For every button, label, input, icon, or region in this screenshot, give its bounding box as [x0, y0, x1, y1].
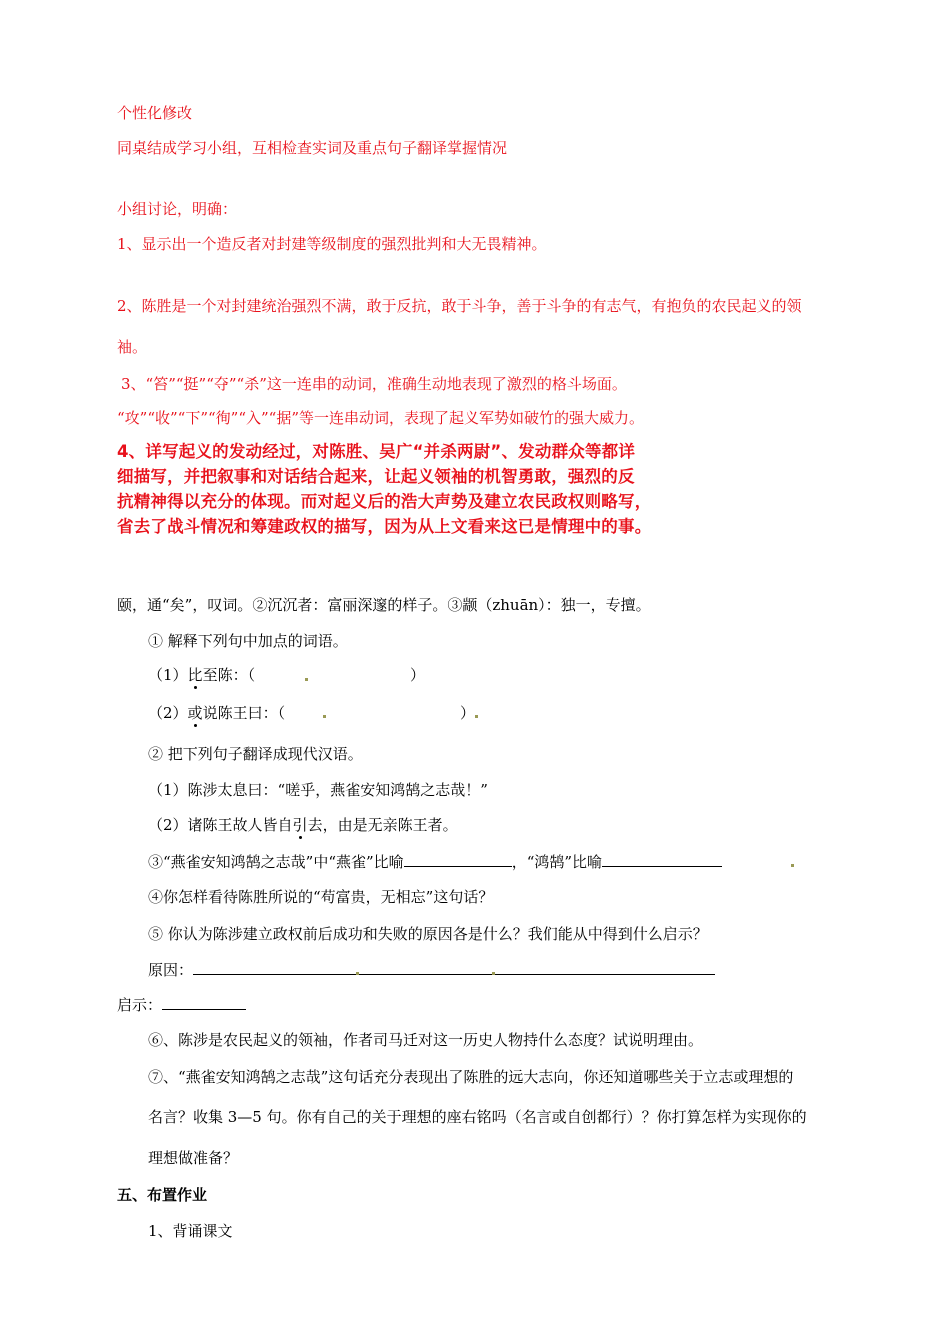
question-3-text-a: ③“燕雀安知鸿鹄之志哉”中“燕雀”比喻: [148, 853, 404, 871]
question-7-line3: 理想做准备？: [148, 1149, 239, 1167]
homework-item-1: 1、背诵课文: [148, 1222, 233, 1240]
question-5: ⑤ 你认为陈涉建立政权前后成功和失败的原因各是什么？我们能从中得到什么启示？: [148, 925, 708, 943]
reason-line: [148, 960, 715, 980]
mark-dot: [356, 972, 359, 975]
answer-4-line4: 省去了战斗情况和筹建政权的描写，因为从上文看来这已是情理中的事。: [117, 517, 652, 536]
insight-label: 启示：: [117, 996, 163, 1014]
mark-dot: [323, 715, 326, 718]
answer-4-line3: 抗精神得以充分的体现。而对起义后的浩大声势及建立农民政权则略写，: [117, 492, 652, 511]
question-3-text-b: ，“鸿鹄”比喻: [511, 853, 603, 871]
question-4: ④你怎样看待陈胜所说的“苟富贵，无相忘”这句话？: [148, 888, 494, 906]
mark-dot: [305, 678, 308, 681]
insight-line: [117, 995, 246, 1015]
question-6: ⑥、陈涉是农民起义的领袖，作者司马迁对这一历史人物持什么态度？试说明理由。: [148, 1031, 704, 1049]
answer-4-line2: 细描写，并把叙事和对话结合起来，让起义领袖的机智勇敢，强烈的反: [117, 467, 635, 486]
item-number: （1）: [148, 666, 188, 684]
answer-2-line2: 袖。: [117, 338, 148, 356]
mark-dot: [475, 715, 478, 718]
item-text: （2）诸陈王故人皆自: [148, 816, 293, 834]
item-text: 去，由是无亲陈王者。: [307, 816, 458, 834]
answer-blank[interactable]: [404, 852, 512, 867]
insight-blank[interactable]: [162, 995, 246, 1010]
section-heading: 个性化修改: [117, 104, 193, 122]
homework-heading: 五、布置作业: [117, 1186, 208, 1204]
answer-4-line1: 4、详写起义的发动经过，对陈胜、吴广“并杀两尉”、发动群众等都详: [117, 442, 636, 461]
dotted-word: 引: [292, 816, 308, 834]
question-3: [148, 852, 722, 872]
answer-blank[interactable]: [602, 852, 722, 867]
answer-1: 1、显示出一个造反者对封建等级制度的强烈批判和大无畏精神。: [117, 235, 547, 253]
question-7-line2: 名言？收集 3—5 句。你有自己的关于理想的座右铭吗（名言或自创都行）？你打算怎样为实现你的: [148, 1108, 807, 1126]
mark-dot: [791, 864, 794, 867]
dotted-word: 比: [187, 666, 203, 684]
question-1-item-1: [148, 665, 255, 685]
mark-dot: [492, 972, 495, 975]
question-1-item-1-close: ）: [410, 666, 426, 684]
answer-2-line1: 2、陈胜是一个对封建统治强烈不满，敢于反抗，敢于斗争，善于斗争的有志气，有抱负的农民起义的领: [117, 297, 802, 315]
item-number: （2）: [148, 704, 188, 722]
item-text: 说陈王曰：（: [202, 704, 286, 722]
question-2-item-2: [148, 815, 458, 835]
question-2-item-1: （1）陈涉太息曰：“嗟乎，燕雀安知鸿鹄之志哉！”: [148, 781, 488, 799]
instruction-text: 同桌结成学习小组，互相检查实词及重点句子翻译掌握情况: [117, 139, 508, 157]
annotation-notes: 颐，通“矣”，叹词。②沉沉者：富丽深邃的样子。③颛（zhuān）：独一，专擅。: [117, 596, 651, 614]
answer-3-line2: “攻”“收”“下”“徇”“入”“据”等一连串动词，表现了起义军势如破竹的强大威力。: [117, 409, 645, 427]
question-1-title: ① 解释下列句中加点的词语。: [148, 632, 348, 650]
dotted-word: 或: [187, 704, 203, 722]
question-2-title: ② 把下列句子翻译成现代汉语。: [148, 745, 363, 763]
item-text: 至陈：（: [202, 666, 256, 684]
question-1-item-2-close: ）: [460, 704, 476, 722]
discussion-label: 小组讨论，明确：: [117, 200, 238, 218]
question-7-line1: ⑦、“燕雀安知鸿鹄之志哉”这句话充分表现出了陈胜的远大志向，你还知道哪些关于立志或理想的: [148, 1068, 794, 1086]
reason-blank[interactable]: [193, 960, 715, 975]
reason-label: 原因：: [148, 961, 194, 979]
question-1-item-2: [148, 703, 285, 723]
answer-3-line1: 3、“笞”“挺”“夺”“杀”这一连串的动词，准确生动地表现了激烈的格斗场面。: [121, 375, 627, 393]
